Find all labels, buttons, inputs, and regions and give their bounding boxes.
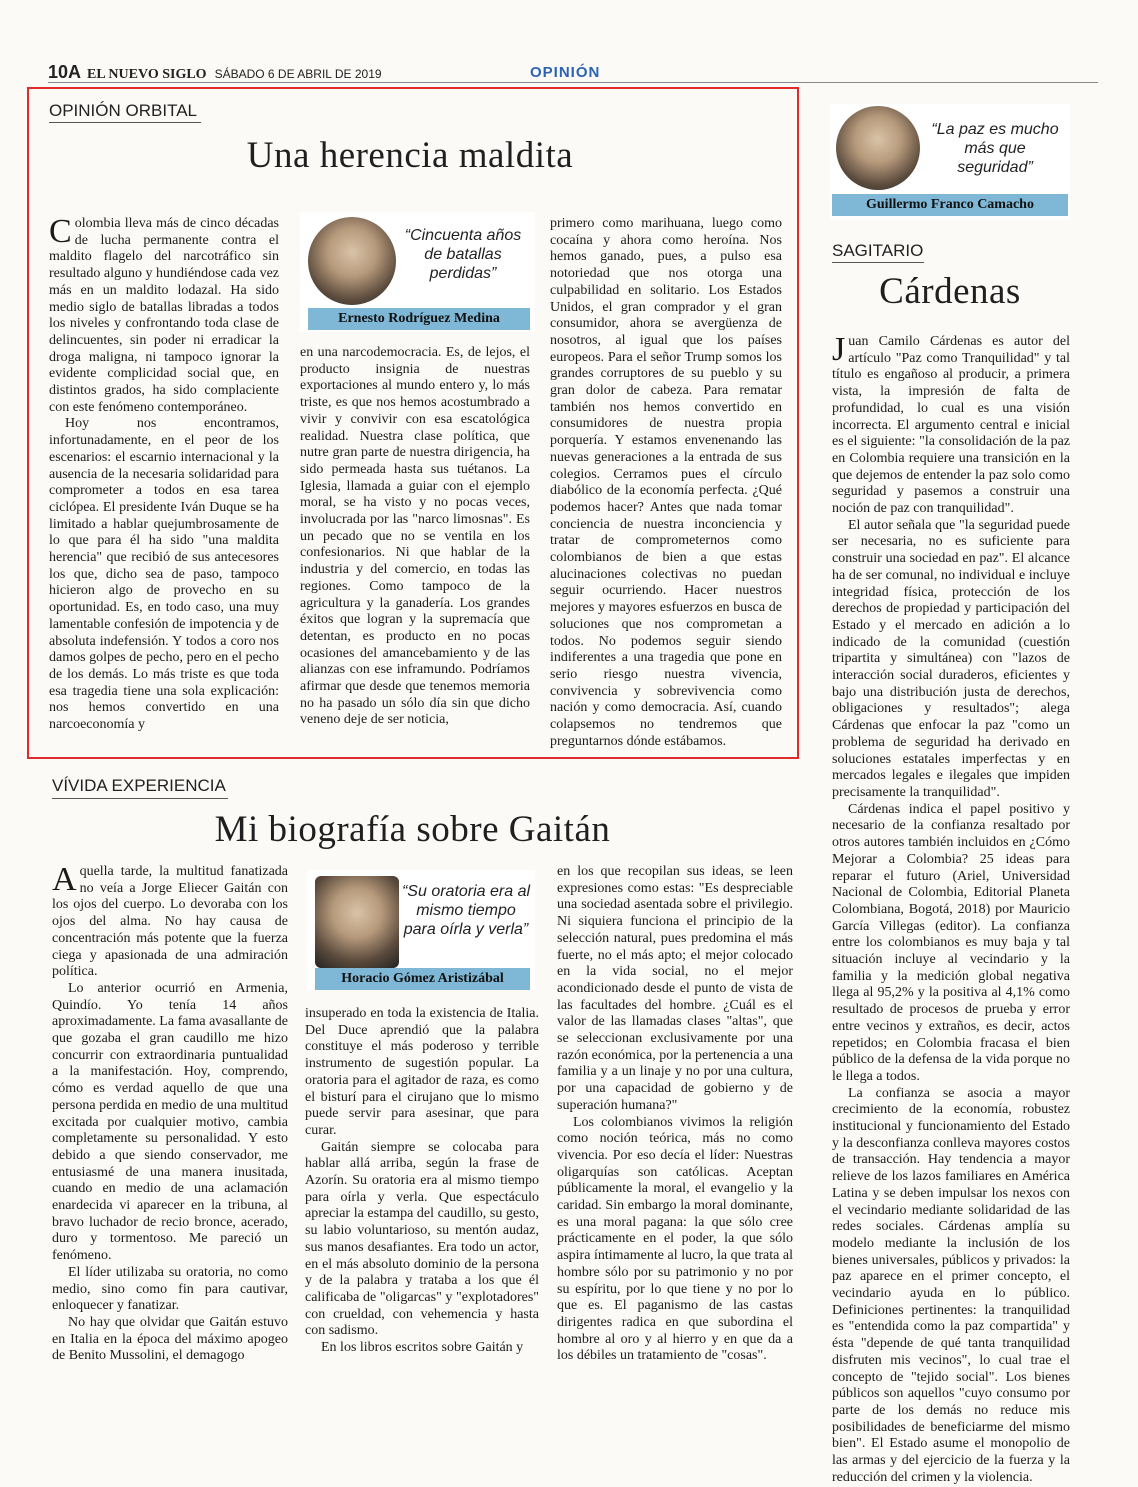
article3-paragraph: La confianza se asocia a mayor crecimiento de la economía, robustez institucional y funcionamiento del Estado y la desconfianza conlleva mayores costos de transacción. Hay tendencia a mayor relieve de los lazos familiares en América Latina y se deben impulsar los nexos con el vecindario mediante solidaridad de las redes sociales. Cárdenas amplía su modelo mediante la inclusión de los bienes universales, públicos y privados: la paz aparece en el primer concepto, el vecindario ayuda en lo público. Definiciones pertinentes: la tranquilidad es "entendida como la paz compartida" y ésta "depende de qué tanta tranquilidad disfruten mis vecinos", lo cual trae el concepto de "tejido social". Los bienes públicos son aquellos "cuyo consumo por parte de los demás no reduce mis posibilidades de beneficiarme del mismo bien". El Estado asume el monopolio de las armas y del ejercicio de la fuerza y la reducción del crimen y la violencia. xyxy=(832,1085,1070,1485)
author-portrait xyxy=(308,217,396,305)
article2-column-3 xyxy=(557,864,793,1364)
article1-paragraph: Hoy nos encontramos, infortunadamente, en el peor de los escenarios: el escarnio internacional y la ausencia de la necesaria solidaridad para comprometer a todos en esa tarea ciclópea. El presidente Iván Duque se ha limitado a hablar quejumbrosamente de lo que para él ha sido "una maldita herencia" que recibió de sus antecesores los que, dicho sea de paso, tampoco hicieron algo de provecho en su oportunidad. Es, en todo caso, una muy lamentable confesión de impotencia y de absoluta indefensión. Y todos a coro nos damos golpes de pecho, pero en el pecho de los demás. Lo más triste es que toda esa tragedia tiene una sola explicación: nos hemos convertido en una narcoeconomía y xyxy=(49,416,279,733)
page-number: 10A xyxy=(48,62,82,82)
article3-author-name: Guillermo Franco Camacho xyxy=(832,194,1068,216)
article1-author-name: Ernesto Rodríguez Medina xyxy=(308,308,530,330)
article2-kicker-underline xyxy=(52,798,228,799)
author-portrait xyxy=(836,106,920,190)
masthead xyxy=(48,62,382,83)
article1-paragraph: primero como marihuana, luego como cocaína y ahora como heroína. Nos hemos ganado, pues, a pulso esa notoriedad que nos otorga una culpabilidad en solitario. Los Estados Unidos, el gran comprador y el gran consumidor, ahora se avergüenza de nosotros, al igual que los países europeos. Para el señor Trump somos los grandes corruptores de su pueblo y su gran dolor de cabeza. Para rematar también nos hemos convertido en consumidores de nuestra propia porquería. Y estamos envenenando las nuevas generaciones a la entrada de sus colegios. Cerramos pues el círculo diabólico de la economía perfecta. ¿Qué podemos hacer? Antes que nada tomar conciencia de nuestra inconciencia y tratar de comprometernos como colombianos de bien a que estas alucinaciones colectivas no puedan seguir ocurriendo. Hacer nuestros mejores y mayores esfuerzos en busca de soluciones que nos comprometan a todos. No podemos seguir siendo indiferentes a una tragedia que pone en serio riesgo nuestra vivencia, convivencia y sobrevivencia como nación y como democracia. Así, cuando colapsemos no tendremos que preguntarnos dónde estábamos. xyxy=(550,216,782,749)
masthead-divider xyxy=(48,82,1098,83)
article1-paragraph: olombia lleva más de cinco décadas de lucha permanente contra el maldito flagelo del narcotráfico sin resultado alguno y hundiéndose cada vez más en un maldito lodazal. Ha sido medio siglo de batallas libradas a todos los niveles y confrontando toda clase de delincuentes, sin poder ni erradicar la droga maligna, ni tampoco ignorar la evidente complicidad social que, en distintos grados, ha sido complaciente con este fenómeno contemporáneo. xyxy=(49,216,279,415)
article3-paragraph: uan Camilo Cárdenas es autor del artículo "Paz como Tranquilidad" y tal título es engañoso al producir, a primera vista, la impresión de falta de profundidad, lo cual es una visión incorrecta. El argumento central e inicial es el siguiente: "la consolidación de la paz en Colombia requiere una transición en la que dejemos de entender la paz solo como seguridad y pasemos a construir una noción de paz con tranquilidad". xyxy=(832,334,1070,517)
article2-paragraph: Gaitán siempre se colocaba para hablar allá arriba, según la frase de Azorín. Su oratoria era al mismo tiempo para oírla y verla. Que espectáculo apreciar la estampa del caudillo, su gesto, su labio voluntarioso, su mentón audaz, sus manos desafiantes. Era todo un actor, en el más absoluto dominio de la persona y de la palabra y trataba a los que él calificaba de "oligarcas" y "explotadores" con crueldad, con vehemencia y hasta con sadismo. xyxy=(305,1139,539,1339)
article2-paragraph: Los colombianos vivimos la religión como noción teórica, más no como vivencia. Por eso decía el líder: Nuestras oligarquías son católicas. Aceptan públicamente la moral, el evangelio y la caridad. Sin embargo la moral dominante, es una moral pagana: la que sólo cree prácticamente en el poder, la que sólo aspira íntimamente al lucro, la que trata al hombre sólo por su patrimonio y no por su espíritu, por lo que tiene y no por lo que es. El paganismo de las castas dirigentes radica en que subordina el hombre al oro y al hierro y en que da a los débiles un tratamiento de "cosas". xyxy=(557,1114,793,1364)
article3-column xyxy=(832,331,1070,1485)
article2-paragraph: No hay que olvidar que Gaitán estuvo en Italia en la época del máximo apogeo de Benito Mussolini, el demagogo xyxy=(52,1314,288,1364)
article3-pull-quote: “La paz es mucho más que seguridad” xyxy=(931,121,1059,176)
article1-kicker: OPINIÓN ORBITAL xyxy=(49,101,197,120)
article2-title: Mi biografía sobre Gaitán xyxy=(214,809,611,850)
article1-author-box xyxy=(300,212,535,332)
article3-paragraph: Cárdenas indica el papel positivo y necesario de la confianza resaltado por otros autores también incluidos en ¿Cómo Mejorar a Colombia? 25 ideas para reparar el futuro (Ariel, Universidad Nacional de Colombia, Editorial Planeta Colombiana, Bogotá, 2018) por Mauricio García Villegas (editor). La confianza entre los colombianos es muy baja y tal situación incluye al vecindario y la familia y la medición global negativa llega al 95,2% y la positiva al 4,1% como resultado de procesos de prueba y error entre vecinos y extraños, es decir, actos repetidos; en Colombia fracasa el bien público de la defensa de la vida porque no le llega a todos. xyxy=(832,801,1070,1084)
article1-column-3 xyxy=(550,216,782,749)
article1-pull-quote: “Cincuenta años de batallas perdidas” xyxy=(404,227,522,282)
article2-paragraph: El líder utilizaba su oratoria, no como medio, sino como fin para cautivar, enloquecer y fanatizar. xyxy=(52,1264,288,1314)
article2-dropcap: A xyxy=(52,861,77,898)
article3-author-box xyxy=(830,104,1070,220)
article1-paragraph: en una narcodemocracia. Es, de lejos, el producto insignia de nuestras exportaciones al mundo entero y, lo más triste, es que nos hemos acostumbrado a vivir y convivir con esa escatológica realidad. Nuestra clase política, que nutre gran parte de nuestra dirigencia, ha sido permeada hasta sus tuétanos. La Iglesia, llamada a guiar con el ejemplo moral, se ha visto y no pocas veces, involucrada por las "narco limosnas". Es un pecado que no se ventila en los confesionarios. Ni que hablar de la industria y del comercio, en todas las regiones. Como tampoco de la agricultura y la ganadería. Los grandes éxitos que logran y la supremacía que detentan, es producto en no pocas ocasiones del amancebamiento y de las alianzas con ese inframundo. Podríamos afirmar que desde que tenemos memoria no ha pasado un sólo día sin que dicho veneno deje de ser noticia, xyxy=(300,345,530,728)
article2-author-name: Horacio Gómez Aristizábal xyxy=(315,968,530,990)
article3-kicker: SAGITARIO xyxy=(832,241,924,260)
author-portrait xyxy=(315,876,399,968)
article3-kicker-underline xyxy=(832,262,924,263)
section-label: OPINIÓN xyxy=(530,64,601,81)
article3-title: Cárdenas xyxy=(879,271,1021,312)
issue-date: SÁBADO 6 DE ABRIL DE 2019 xyxy=(214,67,382,81)
article2-paragraph: insuperado en toda la existencia de Italia. Del Duce aprendió que la palabra constituye el más poderoso y terrible instrumento de sugestión popular. La oratoria para el agitador de raza, es como el bisturí para el cirujano que lo mismo puede servir para asesinar, que para curar. xyxy=(305,1006,539,1138)
article2-author-box xyxy=(307,870,535,990)
article1-column-2 xyxy=(300,345,530,740)
article2-column-2 xyxy=(305,1006,539,1366)
article1-dropcap: C xyxy=(49,213,72,250)
article2-pull-quote: “Su oratoria era al mismo tiempo para oírla y verla” xyxy=(401,883,531,938)
article1-title: Una herencia maldita xyxy=(246,135,574,176)
article3-dropcap: J xyxy=(832,331,846,368)
article2-paragraph: Lo anterior ocurrió en Armenia, Quindío. Yo tenía 14 años aproximadamente. La fama avasallante de que gozaba el gran caudillo me hizo concurrir con extraordinaria puntualidad a la manifestación. Hoy, comprendo, cómo es verdad aquello de que una persona perdida en medio de una multitud excitada por cualquier motivo, cambia completamente su personalidad. Y esto debido a que siendo conservador, me entusiasmé de una manera inusitada, cuando en medio de una aclamación enardecida vi aparecer en la tribuna, al bravo luchador de recio bronce, acerado, duro y tormentoso. Me pareció un fenómeno. xyxy=(52,980,288,1264)
article1-column-1 xyxy=(49,213,279,736)
article2-paragraph: en los que recopilan sus ideas, se leen expresiones como estas: "Es despreciable una sociedad asentada sobre el privilegio. Ni siquiera funciona el principio de la selección natural, pues predomina el más fuerte, no el más apto; el mejor colocado en la vida social, no el mejor acondicionado desde el punto de vista de las facultades del hombre. ¿Cuál es el valor de las llamadas clases "altas", que se seleccionan exclusivamente por una razón económica, por la pertenencia a una familia y a un linaje y no por una cultura, por una capacidad de gobierno y de superación humana?" xyxy=(557,864,793,1113)
article2-column-1 xyxy=(52,861,288,1364)
newspaper-name: EL NUEVO SIGLO xyxy=(87,67,207,82)
article2-paragraph: quella tarde, la multitud fanatizada no veía a Jorge Eliecer Gaitán con los ojos del cuerpo. Lo devoraba con los ojos del alma. No hay causa de concentración más potente que la fuerza ciega y apasionada de una admiración política. xyxy=(52,864,288,980)
article3-paragraph: El autor señala que "la seguridad puede ser necesaria, no es suficiente para construir una sociedad en paz". El alcance ha de ser comunal, no individual e incluye integridad física, protección de los derechos de propiedad y participación del Estado y el mercado en adición a lo indicado de la comunidad (cuestión tripartita y simultánea) con "lazos de interacción social duraderos, eficientes y bajo una distribución justa de derechos, obligaciones y resultados"; alega Cárdenas que enfocar la paz "como un problema de seguridad ha derivado en soluciones estatales imperfectas y en mercados legales e ilegales que impiden precisamente la tranquilidad". xyxy=(832,517,1070,800)
article2-paragraph: En los libros escritos sobre Gaitán y xyxy=(321,1340,524,1356)
article1-kicker-underline xyxy=(49,122,201,123)
article2-kicker: VÍVIDA EXPERIENCIA xyxy=(52,776,226,795)
